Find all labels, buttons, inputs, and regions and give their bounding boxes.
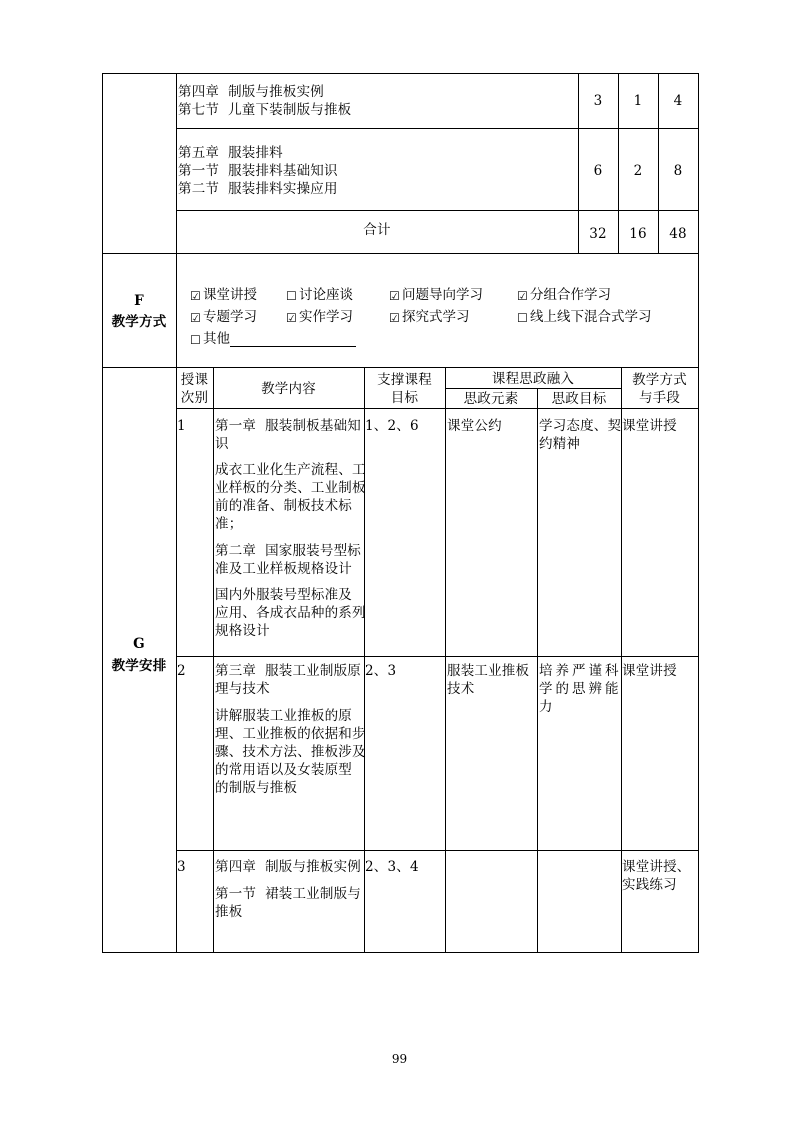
row-1-content-p3-l1: 第二章 国家服装号型标 — [215, 543, 361, 559]
row-1-content-p4-l3: 规格设计 — [215, 623, 270, 639]
upper-row-1-line-1: 第四章 制版与推板实例 — [178, 84, 324, 100]
total-label: 合计 — [363, 222, 391, 238]
header-method-line-2: 与手段 — [638, 390, 681, 406]
header-ideo: 课程思政融入 — [491, 371, 575, 387]
upper-row-1-value-b: 1 — [633, 93, 643, 109]
row-2-goal: 2、3 — [365, 663, 397, 679]
row-2-element-l2: 技术 — [447, 681, 475, 697]
row-1-content-p4-l1: 国内外服装号型标准及 — [215, 587, 352, 603]
checked-box-icon: ☑ — [286, 311, 297, 325]
row-1-content-p2-l4: 准； — [215, 516, 243, 532]
g-row-divider-2 — [176, 850, 699, 851]
row-1-target-l2: 约精神 — [539, 436, 581, 452]
row-3-content-p2-l2: 推板 — [215, 904, 243, 920]
upper-row-2-line-2: 第一节 服装排料基础知识 — [178, 163, 338, 179]
table-border-right — [698, 73, 699, 953]
row-1-content-p4-l2: 应用、各成衣品种的系列 — [215, 605, 366, 621]
row-3-content-p2-l1: 第一节 裙装工业制版与 — [215, 886, 361, 902]
row-1-method: 课堂讲授 — [622, 418, 677, 434]
checked-box-icon: ☑ — [389, 289, 400, 303]
row-2-target-l2: 学的思辨能 — [539, 681, 622, 697]
row-3-method-l1: 课堂讲授、 — [622, 859, 691, 875]
upper-row-divider-2 — [176, 210, 699, 211]
checked-box-icon: ☑ — [190, 289, 201, 303]
row-2-content-p1-l2: 理与技术 — [215, 681, 270, 697]
section-g-title: 教学安排 — [111, 658, 167, 674]
row-1-content-p2-l1: 成衣工业化生产流程、工 — [215, 462, 366, 478]
checked-box-icon: ☑ — [389, 311, 400, 325]
method-option-other[interactable]: ☐ 其他 — [190, 329, 356, 349]
row-2-content-p2-l3: 骤、技术方法、推板涉及 — [215, 744, 366, 760]
upper-row-2-line-1: 第五章 服装排料 — [178, 145, 283, 161]
row-2-method: 课堂讲授 — [622, 663, 677, 679]
method-option-discussion[interactable]: ☐ 讨论座谈 — [286, 287, 353, 303]
row-3-content-p1-l1: 第四章 制版与推板实例 — [215, 859, 361, 875]
header-session-line-2: 次别 — [180, 390, 209, 406]
unchecked-box-icon: ☐ — [286, 289, 297, 303]
header-method-line-1: 教学方式 — [632, 372, 687, 388]
row-2-content-p2-l2: 理、工业推板的依据和步 — [215, 726, 366, 742]
unchecked-box-icon: ☐ — [190, 333, 201, 347]
header-target: 思政目标 — [551, 391, 607, 407]
header-element: 思政元素 — [463, 391, 519, 407]
table-top-border — [102, 73, 699, 74]
row-3-goal: 2、3、4 — [365, 859, 419, 875]
page-number: 99 — [391, 1052, 408, 1066]
g-row-divider-1 — [176, 656, 699, 657]
row-2-target-l3: 力 — [539, 699, 553, 715]
row-1-content-p2-l3: 前的准备、制板技术标 — [215, 498, 352, 514]
row-1-element: 课堂公约 — [447, 418, 502, 434]
row-1-session: 1 — [177, 418, 186, 434]
section-f-top — [102, 253, 699, 254]
table-border-left — [102, 73, 103, 953]
section-f-title: 教学方式 — [111, 314, 167, 330]
method-option-practice[interactable]: ☑ 实作学习 — [286, 309, 353, 325]
section-f-letter: F — [134, 293, 144, 309]
row-2-content-p1-l1: 第三章 服装工业制版原 — [215, 663, 361, 679]
row-3-method-l2: 实践练习 — [622, 877, 677, 893]
method-option-topic[interactable]: ☑ 专题学习 — [190, 309, 257, 325]
row-1-content-p2-l2: 业样板的分类、工业制板 — [215, 480, 366, 496]
method-option-inquiry[interactable]: ☑ 探究式学习 — [389, 309, 470, 325]
checked-box-icon: ☑ — [517, 289, 528, 303]
upper-row-1-line-2: 第七节 儿童下装制版与推板 — [178, 102, 352, 118]
table-bottom-border — [102, 952, 699, 953]
method-option-lecture[interactable]: ☑ 课堂讲授 — [190, 287, 257, 303]
label-column-divider — [176, 73, 177, 953]
row-2-content-p2-l5: 的制版与推板 — [215, 780, 298, 796]
method-option-blended[interactable]: ☐ 线上线下混合式学习 — [517, 309, 652, 325]
row-2-target-l1: 培养严谨科 — [539, 663, 622, 679]
row-2-element-l1: 服装工业推板 — [447, 663, 530, 679]
total-value-a: 32 — [589, 226, 607, 242]
section-g-top — [102, 367, 699, 368]
header-goal-line-2: 目标 — [390, 390, 419, 406]
upper-row-divider-1 — [176, 128, 699, 129]
upper-row-2-value-b: 2 — [633, 163, 643, 179]
header-session-line-1: 授课 — [180, 372, 209, 388]
g-col-divider-content — [213, 367, 214, 953]
g-col-divider-target — [537, 388, 538, 953]
row-3-session: 3 — [177, 859, 186, 875]
row-1-content-p1-l1: 第一章 服装制板基础知 — [215, 418, 361, 434]
other-fill-blank[interactable] — [230, 330, 356, 347]
section-g-letter: G — [133, 636, 145, 652]
row-1-content-p3-l2: 准及工业样板规格设计 — [215, 561, 352, 577]
method-option-group-work[interactable]: ☑ 分组合作学习 — [517, 287, 611, 303]
row-1-goal: 1、2、6 — [365, 418, 419, 434]
total-value-b: 16 — [629, 226, 647, 242]
row-2-content-p2-l1: 讲解服装工业推板的原 — [215, 708, 352, 724]
upper-row-1-value-a: 3 — [593, 93, 603, 109]
header-content: 教学内容 — [261, 381, 316, 397]
method-option-problem-based[interactable]: ☑ 问题导向学习 — [389, 287, 483, 303]
row-2-session: 2 — [177, 663, 186, 679]
header-goal-line-1: 支撑课程 — [377, 372, 432, 388]
unchecked-box-icon: ☐ — [517, 311, 528, 325]
row-2-content-p2-l4: 的常用语以及女装原型 — [215, 762, 352, 778]
upper-row-2-value-a: 6 — [593, 163, 603, 179]
row-1-content-p1-l2: 识 — [215, 436, 229, 452]
upper-row-2-value-c: 8 — [673, 163, 683, 179]
row-1-target-l1: 学习态度、契 — [539, 418, 622, 434]
total-value-c: 48 — [669, 226, 687, 242]
g-col-divider-element — [445, 367, 446, 953]
upper-row-2-line-3: 第二节 服装排料实操应用 — [178, 181, 338, 197]
checked-box-icon: ☑ — [190, 311, 201, 325]
upper-row-1-value-c: 4 — [673, 93, 683, 109]
